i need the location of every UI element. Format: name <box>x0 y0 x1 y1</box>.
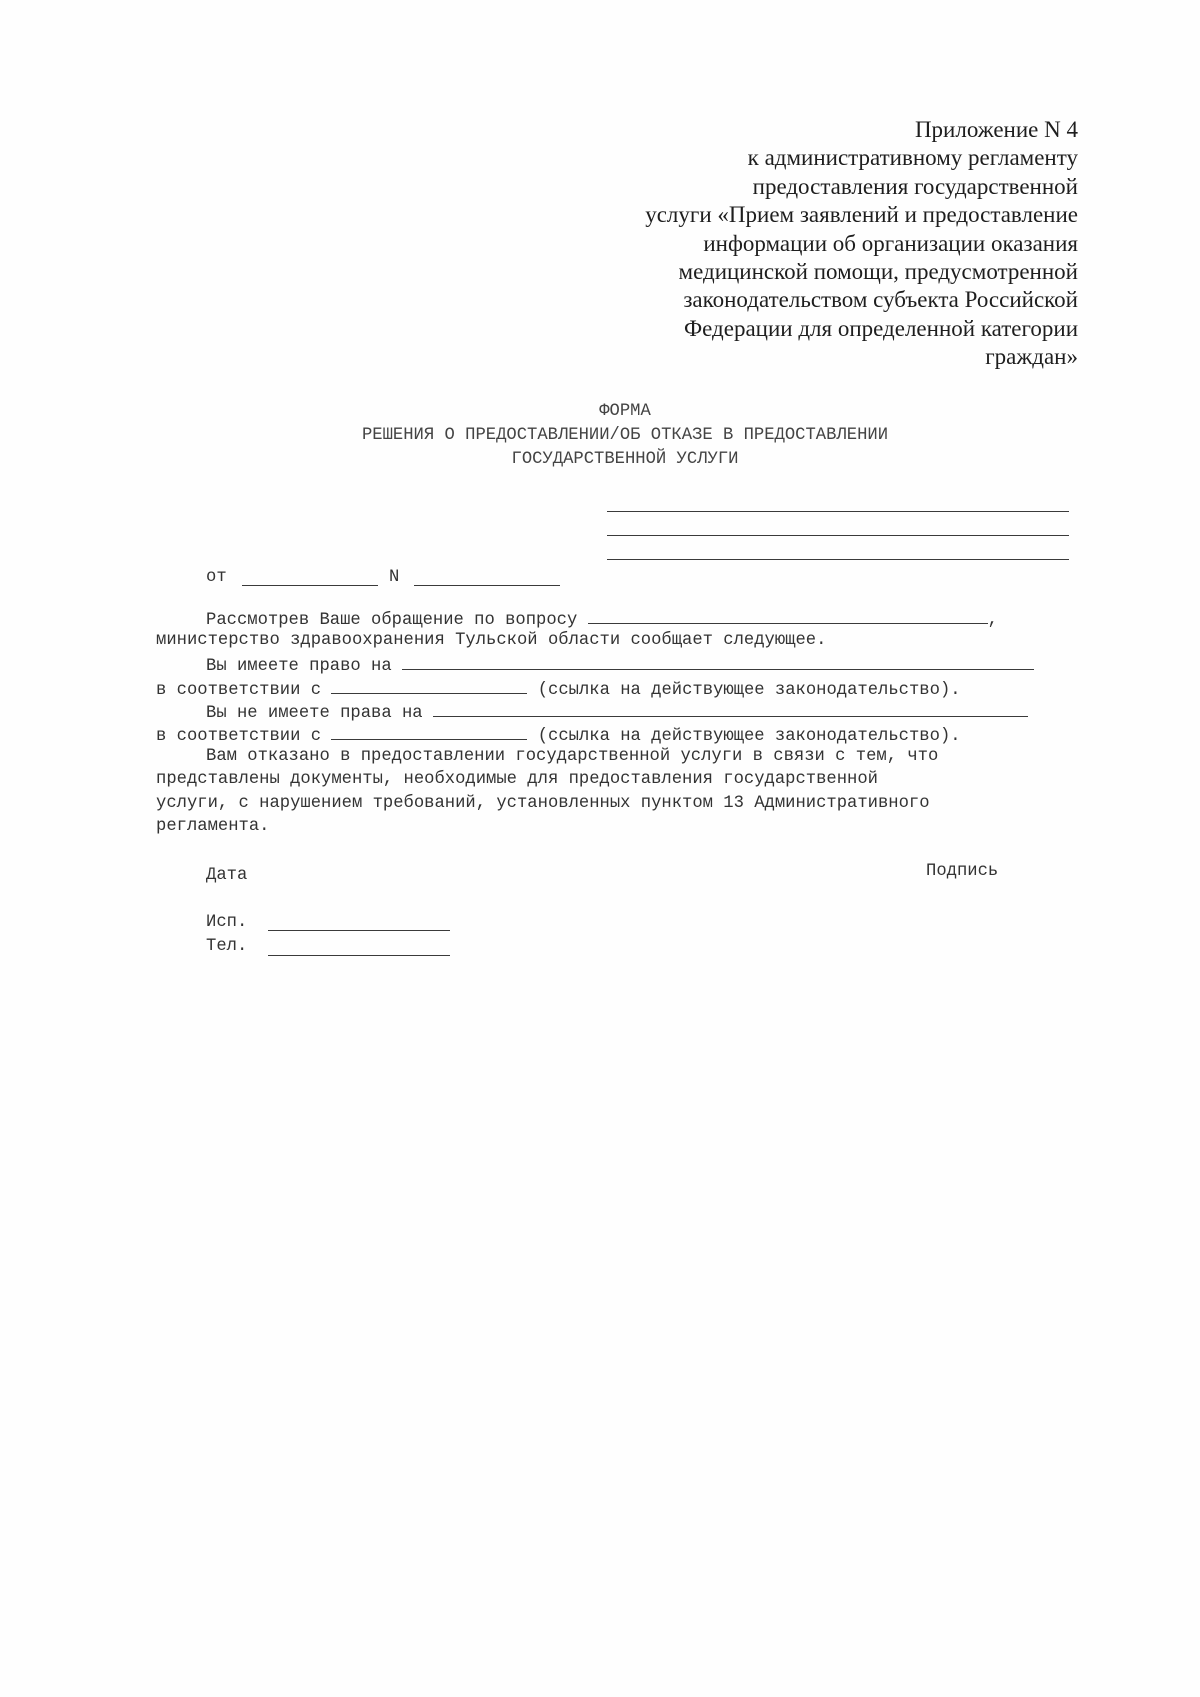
date-blank <box>242 585 378 586</box>
executor-label: Исп. <box>206 913 248 932</box>
number-label: N <box>389 568 400 587</box>
appendix-line: услуги «Прием заявлений и предоставление <box>645 202 1078 228</box>
addressee-line <box>607 511 1069 512</box>
no-right-row <box>156 701 1076 724</box>
form-title-line: РЕШЕНИЯ О ПРЕДОСТАВЛЕНИИ/ОБ ОТКАЗЕ В ПРЕДОСТАВЛЕНИИ <box>361 426 889 445</box>
issue-blank <box>588 608 988 624</box>
refusal-row <box>156 794 1076 817</box>
date-label: Дата <box>206 866 248 885</box>
form-title-line: ФОРМА <box>599 402 651 421</box>
law-reference: (ссылка на действующее законодательство). <box>537 726 961 746</box>
accordance-row-2 <box>156 724 1076 747</box>
ministry-row <box>156 631 1076 654</box>
refusal-row <box>156 817 1076 840</box>
right-prefix: Вы имеете право на <box>206 657 392 677</box>
decision-body <box>156 608 1076 840</box>
appendix-line: граждан» <box>985 344 1078 370</box>
accordance-prefix: в соответствии с <box>156 726 322 746</box>
appendix-line: законодательством субъекта Российской <box>683 287 1078 313</box>
refusal-row <box>156 747 1076 770</box>
considered-prefix: Рассмотрев Ваше обращение по вопросу <box>206 611 578 630</box>
accordance-prefix: в соответствии с <box>156 680 322 700</box>
accordance-blank <box>331 678 527 694</box>
considered-row <box>156 608 1076 631</box>
law-reference: (ссылка на действующее законодательство). <box>537 680 961 700</box>
refusal-line: услуги, с нарушением требований, установленных пунктом 13 Административного <box>156 793 930 813</box>
accordance-blank <box>331 724 527 740</box>
no-right-prefix: Вы не имеете права на <box>206 703 423 723</box>
addressee-line <box>607 535 1069 536</box>
appendix-line: Федерации для определенной категории <box>683 315 1078 341</box>
refusal-row <box>156 770 1076 793</box>
accordance-row-1 <box>156 678 1076 701</box>
appendix-line: информации об организации оказания <box>703 230 1078 256</box>
signature-label: Подпись <box>926 862 999 881</box>
considered-comma: , <box>987 611 998 630</box>
appendix-line: медицинской помощи, предусмотренной <box>678 259 1078 285</box>
addressee-line <box>607 559 1069 560</box>
refusal-line: представлены документы, необходимые для предоставления государственной <box>156 770 878 790</box>
phone-label: Тел. <box>206 937 248 956</box>
refusal-line: регламента. <box>156 816 270 836</box>
ministry-line: министерство здравоохранения Тульской области сообщает следующее. <box>156 631 827 651</box>
executor-blank <box>268 930 450 931</box>
form-title <box>0 400 1200 472</box>
from-label: от <box>206 568 227 587</box>
appendix-line: к административному регламенту <box>747 145 1078 171</box>
form-title-line: ГОСУДАРСТВЕННОЙ УСЛУГИ <box>511 450 739 469</box>
appendix-line: предоставления государственной <box>752 173 1078 199</box>
no-right-blank <box>433 701 1028 717</box>
refusal-line: Вам отказано в предоставлении государственной услуги в связи с тем, что <box>206 747 939 767</box>
phone-blank <box>268 955 450 956</box>
right-row <box>156 654 1076 677</box>
appendix-header <box>518 116 1078 372</box>
right-blank <box>402 654 1034 670</box>
number-blank <box>414 585 560 586</box>
appendix-line: Приложение N 4 <box>914 117 1078 142</box>
